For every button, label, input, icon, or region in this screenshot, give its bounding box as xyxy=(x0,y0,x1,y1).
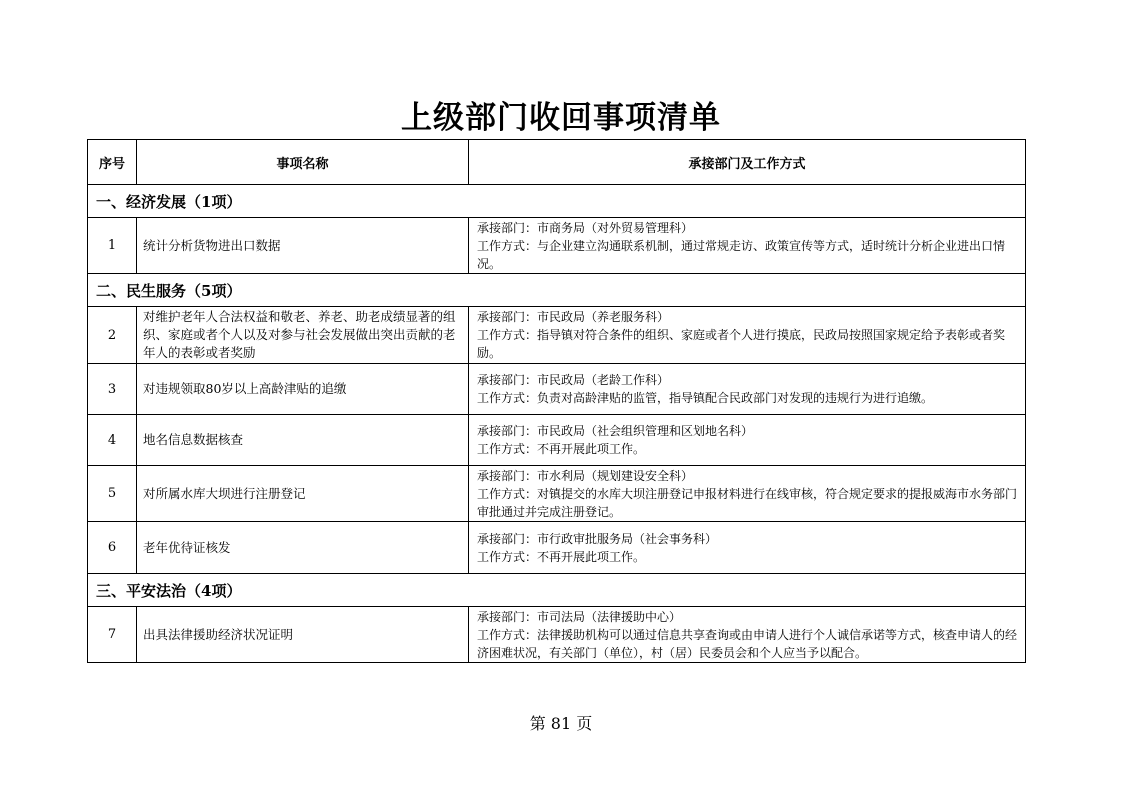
table-row xyxy=(88,522,1026,574)
row-no: 3 xyxy=(88,364,137,415)
page-title: 上级部门收回事项清单 xyxy=(401,100,721,136)
row-dept: 承接部门：市民政局（养老服务科） xyxy=(477,310,670,324)
section-row xyxy=(88,274,1026,307)
row-method: 工作方式：不再开展此项工作。 xyxy=(477,442,646,456)
row-method: 工作方式：指导镇对符合条件的组织、家庭或者个人进行摸底，民政局按照国家规定给予表彰或者奖励。 xyxy=(477,328,1006,360)
row-no: 5 xyxy=(88,466,137,522)
header-name: 事项名称 xyxy=(137,140,469,185)
section-count: （1项） xyxy=(186,192,242,211)
row-name: 对违规领取80岁以上高龄津贴的追缴 xyxy=(137,364,469,415)
table-row xyxy=(88,466,1026,522)
section-row xyxy=(88,574,1026,607)
table-row xyxy=(88,218,1026,274)
section-row xyxy=(88,185,1026,218)
row-name: 地名信息数据核查 xyxy=(137,415,469,466)
row-dept-cell xyxy=(469,415,1026,466)
row-no: 7 xyxy=(88,607,137,663)
section-count: （5项） xyxy=(186,281,242,300)
row-no: 1 xyxy=(88,218,137,274)
items-table xyxy=(87,139,1026,663)
row-name: 统计分析货物进出口数据 xyxy=(137,218,469,274)
section-title xyxy=(88,185,1026,218)
section-title xyxy=(88,274,1026,307)
row-no: 4 xyxy=(88,415,137,466)
table-row xyxy=(88,364,1026,415)
row-name: 对维护老年人合法权益和敬老、养老、助老成绩显著的组织、家庭或者个人以及对参与社会发展做出突出贡献的老年人的表彰或者奖励 xyxy=(137,307,469,364)
row-dept: 承接部门：市水利局（规划建设安全科） xyxy=(477,468,694,483)
row-method: 工作方式：与企业建立沟通联系机制，通过常规走访、政策宣传等方式，适时统计分析企业进出口情况。 xyxy=(477,238,1006,271)
row-dept: 承接部门：市民政局（老龄工作科） xyxy=(477,373,670,387)
section-label: 一、经济发展 xyxy=(96,192,187,211)
row-name: 对所属水库大坝进行注册登记 xyxy=(137,466,469,522)
row-dept-cell xyxy=(469,522,1026,574)
page-number: 第 81 页 xyxy=(529,714,593,733)
row-method: 工作方式：法律援助机构可以通过信息共享查询或由申请人进行个人诚信承诺等方式，核查申请人的经济困难状况，有关部门（单位），村（居）民委员会和个人应当予以配合。 xyxy=(477,627,1018,660)
table-row xyxy=(88,607,1026,663)
section-label: 三、平安法治 xyxy=(96,581,187,600)
header-dept: 承接部门及工作方式 xyxy=(469,140,1026,185)
row-no: 2 xyxy=(88,307,137,364)
row-dept: 承接部门：市司法局（法律援助中心） xyxy=(477,609,682,624)
row-name: 出具法律援助经济状况证明 xyxy=(137,607,469,663)
row-dept-cell xyxy=(469,307,1026,364)
section-title xyxy=(88,574,1026,607)
row-method: 工作方式：对镇提交的水库大坝注册登记申报材料进行在线审核，符合规定要求的提报威海市水务部门审批通过并完成注册登记。 xyxy=(477,486,1018,519)
table-header-row xyxy=(88,140,1026,185)
row-dept: 承接部门：市商务局（对外贸易管理科） xyxy=(477,220,694,235)
row-dept-cell xyxy=(469,466,1026,522)
row-method: 工作方式：不再开展此项工作。 xyxy=(477,549,646,564)
row-dept-cell xyxy=(469,607,1026,663)
section-count: （4项） xyxy=(186,581,242,600)
header-no: 序号 xyxy=(88,140,137,185)
row-dept: 承接部门：市行政审批服务局（社会事务科） xyxy=(477,531,718,546)
table-row xyxy=(88,415,1026,466)
row-dept: 承接部门：市民政局（社会组织管理和区划地名科） xyxy=(477,424,754,438)
row-no: 6 xyxy=(88,522,137,574)
row-method: 工作方式：负责对高龄津贴的监管，指导镇配合民政部门对发现的违规行为进行追缴。 xyxy=(477,391,934,405)
row-dept-cell xyxy=(469,364,1026,415)
row-name: 老年优待证核发 xyxy=(137,522,469,574)
table-row xyxy=(88,307,1026,364)
row-dept-cell xyxy=(469,218,1026,274)
section-label: 二、民生服务 xyxy=(96,281,187,300)
